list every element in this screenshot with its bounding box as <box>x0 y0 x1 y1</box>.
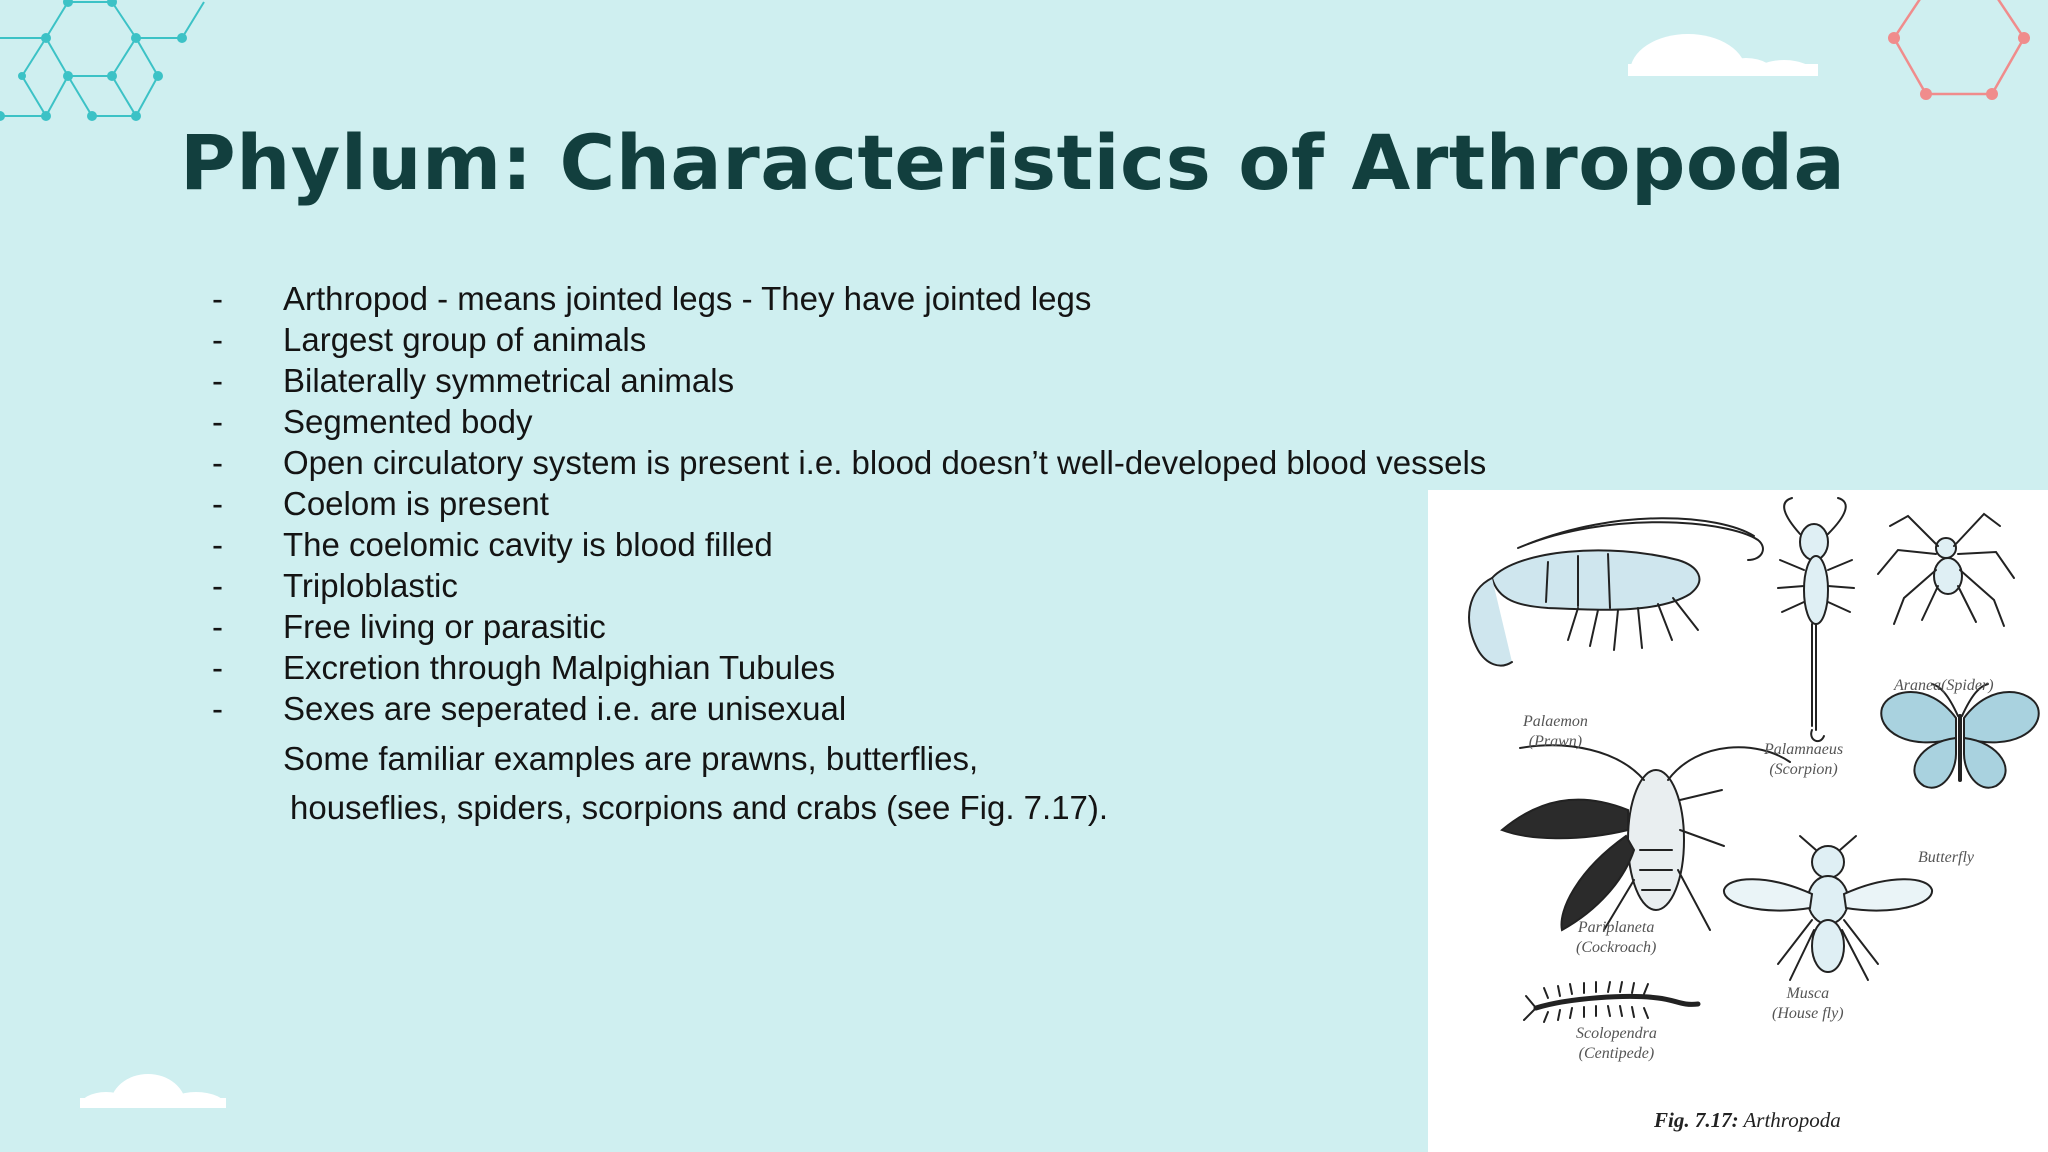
butterfly-illustration <box>1881 684 2038 788</box>
list-item-text: The coelomic cavity is blood filled <box>283 525 773 563</box>
bullet-dash: - <box>212 402 223 440</box>
cloud-decoration-top <box>1628 34 1818 76</box>
characteristics-list <box>212 278 1486 729</box>
list-item-text: Arthropod - means jointed legs - They have jointed legs <box>283 279 1092 317</box>
list-item <box>212 442 1486 483</box>
list-item-text: Bilaterally symmetrical animals <box>283 361 735 399</box>
list-item-text: Largest group of animals <box>283 320 647 358</box>
examples-paragraph <box>283 734 1108 832</box>
cloud-decoration-bottom <box>78 1072 228 1108</box>
label-spider: Aranea(Spider) <box>1894 677 1994 694</box>
bullet-dash: - <box>212 361 223 399</box>
figure-caption <box>1654 1108 1841 1133</box>
examples-line-2: houseflies, spiders, scorpions and crabs (see Fig. 7.17). <box>290 789 1109 826</box>
list-item <box>212 524 1486 565</box>
list-item-text: Open circulatory system is present i.e. blood doesn’t well-developed blood vessels <box>283 443 1487 481</box>
list-item <box>212 565 1486 606</box>
label-prawn: Palaemon (Prawn) <box>1523 713 1588 750</box>
coral-hexagon-decoration <box>1880 0 2048 110</box>
list-item-text: Free living or parasitic <box>283 607 606 645</box>
bullet-dash: - <box>212 689 223 727</box>
figure-caption-number: Fig. 7.17: <box>1654 1108 1739 1132</box>
list-item <box>212 319 1486 360</box>
bullet-dash: - <box>212 320 223 358</box>
scorpion-illustration <box>1778 498 1854 741</box>
bullet-dash: - <box>212 525 223 563</box>
list-item-text: Triploblastic <box>283 566 458 604</box>
list-item <box>212 606 1486 647</box>
centipede-illustration <box>1524 982 1698 1022</box>
list-item-text: Excretion through Malpighian Tubules <box>283 648 836 686</box>
examples-line-1: Some familiar examples are prawns, butterflies, <box>283 740 979 777</box>
slide-title: Phylum: Characteristics of Arthropoda <box>180 118 1846 207</box>
label-butterfly: Butterfly <box>1918 849 1974 866</box>
arthropod-illustrations <box>1428 490 2048 1152</box>
list-item-text: Sexes are seperated i.e. are unisexual <box>283 689 847 727</box>
list-item <box>212 360 1486 401</box>
list-item <box>212 647 1486 688</box>
label-housefly: Musca (House fly) <box>1772 985 1844 1022</box>
list-item <box>212 278 1486 319</box>
list-item <box>212 401 1486 442</box>
bullet-dash: - <box>212 607 223 645</box>
label-centipede: Scolopendra (Centipede) <box>1576 1025 1657 1062</box>
bullet-dash: - <box>212 443 223 481</box>
housefly-illustration <box>1724 836 1932 980</box>
bullet-dash: - <box>212 648 223 686</box>
arthropoda-figure <box>1428 490 2048 1152</box>
list-item <box>212 483 1486 524</box>
bullet-dash: - <box>212 484 223 522</box>
prawn-illustration <box>1469 518 1763 665</box>
hexagon-network-decoration <box>0 0 220 130</box>
label-cockroach: Pariplaneta (Cockroach) <box>1576 919 1657 956</box>
list-item-text: Coelom is present <box>283 484 549 522</box>
label-scorpion: Palamnaeus (Scorpion) <box>1764 741 1844 778</box>
list-item <box>212 688 1486 729</box>
bullet-dash: - <box>212 279 223 317</box>
spider-illustration <box>1878 514 2014 626</box>
bullet-dash: - <box>212 566 223 604</box>
figure-caption-text: Arthropoda <box>1738 1108 1841 1132</box>
list-item-text: Segmented body <box>283 402 533 440</box>
